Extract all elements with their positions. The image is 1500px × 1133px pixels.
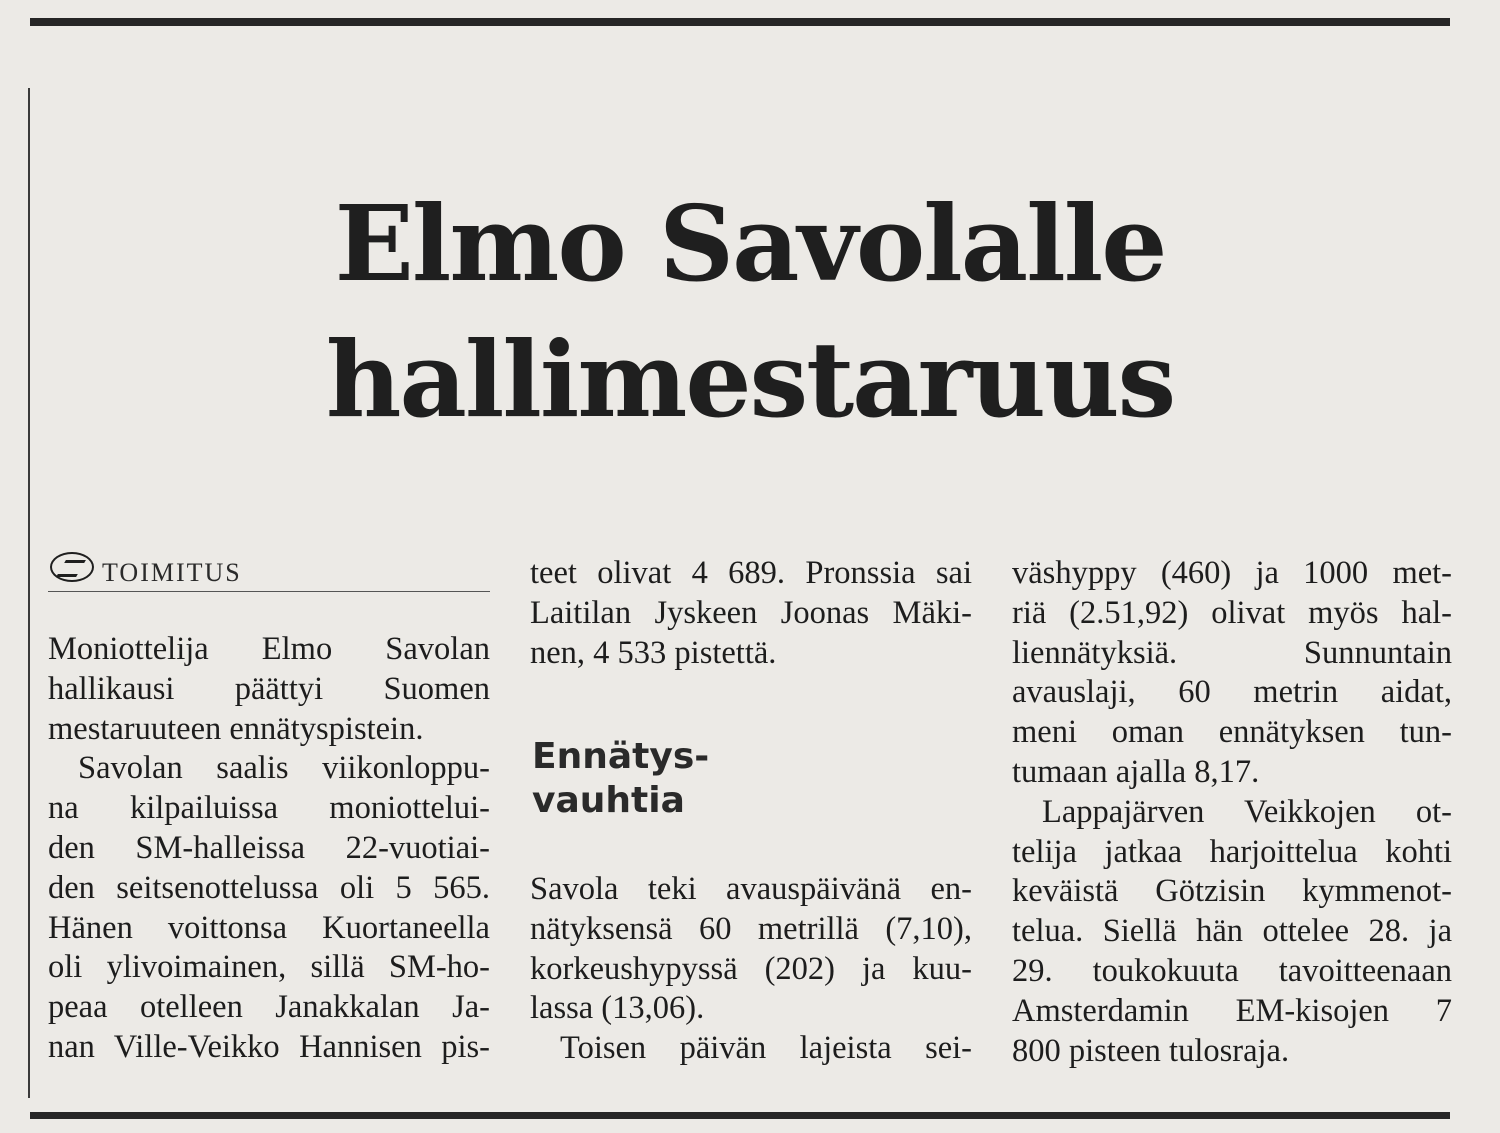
text-line: teet olivat 4 689. Pronssia sai <box>530 555 972 591</box>
text-line: telua. Siellä hän ottelee 28. ja <box>1012 913 1452 950</box>
text-line: Moniottelija Elmo Savolan <box>48 631 490 667</box>
subheading-line-2: vauhtia <box>532 780 685 821</box>
text-line: den SM-halleissa 22-vuotiai- <box>48 829 490 866</box>
text-line: Toisen päivän lajeista sei- <box>560 1030 972 1067</box>
subheading <box>532 735 972 823</box>
text-line: lassa (13,06). <box>530 990 705 1027</box>
article-column-2-continued <box>530 870 972 1069</box>
text-line: na kilpailuissa moniotteluі- <box>48 790 490 827</box>
text-line: keväistä Götzisin kymmenot- <box>1012 873 1452 910</box>
text-line: avauslaji, 60 metrin aidat, <box>1012 674 1452 711</box>
text-line: Laitilan Jyskeen Joonas Mäki- <box>530 594 972 631</box>
toimitus-logo-icon <box>50 552 94 582</box>
text-line: hallikausi päättyi Suomen <box>48 670 490 707</box>
article-column-3 <box>1012 554 1452 1071</box>
text-line: liennätyksiä. Sunnuntain <box>1012 634 1452 671</box>
text-line: Lappajärven Veikkojen ot- <box>1042 793 1452 830</box>
text-line: nätyksensä 60 metrillä (7,10), <box>530 910 972 947</box>
text-line: Savola teki avauspäivänä en- <box>530 871 972 907</box>
article-column-2 <box>530 554 972 673</box>
text-line: 29. toukokuuta tavoitteenaan <box>1012 952 1452 989</box>
text-line: Hänen voittonsa Kuortaneella <box>48 909 490 946</box>
text-line: tumaan ajalla 8,17. <box>1012 753 1260 790</box>
text-line: den seitsenottelussa oli 5 565. <box>48 869 490 906</box>
bottom-rule <box>30 1112 1450 1119</box>
text-line: telija jatkaa harjoittelua kohti <box>1012 833 1452 870</box>
text-line: Amsterdamin EM-kisojen 7 <box>1012 992 1452 1029</box>
subheading-line-1: Ennätys- <box>532 736 710 777</box>
text-line: meni oman ennätyksen tun- <box>1012 714 1452 751</box>
text-line: 800 pisteen tulosraja. <box>1012 1032 1290 1069</box>
headline-line-2: hallimestaruus <box>325 318 1175 441</box>
text-line: riä (2.51,92) olivat myös hal- <box>1012 594 1452 631</box>
text-line: mestaruuteen ennätyspistein. <box>48 710 424 747</box>
text-line: korkeushypyssä (202) ja kuu- <box>530 950 972 987</box>
byline <box>48 552 490 592</box>
text-line: väshyppy (460) ja 1000 met- <box>1012 555 1452 591</box>
article-column-1 <box>48 630 490 1068</box>
headline-line-1: Elmo Savolalle <box>334 182 1166 305</box>
text-line: nen, 4 533 pistettä. <box>530 634 777 671</box>
top-rule <box>30 18 1450 26</box>
text-line: nan Ville-Veikko Hannisen pis- <box>48 1028 490 1065</box>
text-line: peaa otelleen Janakkalan Ja- <box>48 989 490 1026</box>
byline-text: TOIMITUS <box>102 558 242 587</box>
text-line: oli ylivoimainen, sillä SM-ho- <box>48 949 490 986</box>
text-line: Savolan saalis viikonloppu- <box>78 750 490 787</box>
